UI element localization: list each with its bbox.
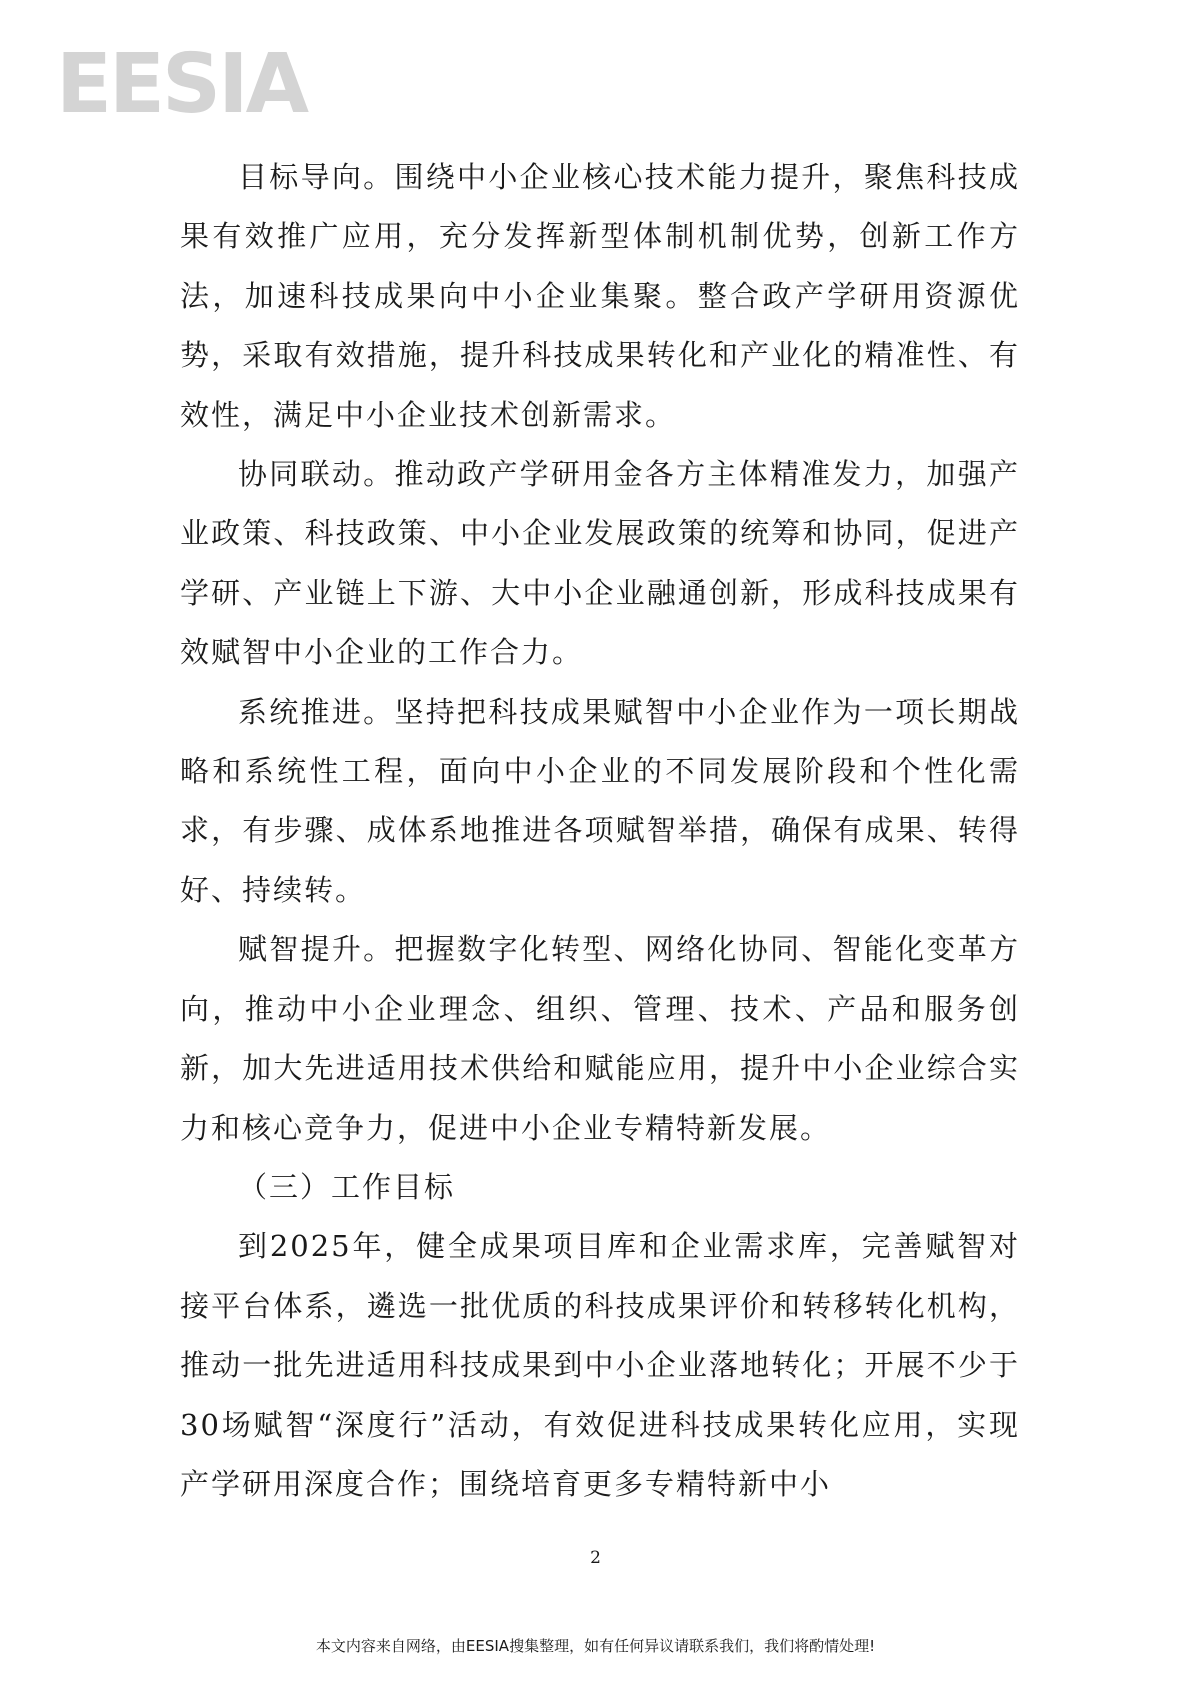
paragraph-systematic-advance: 系统推进。坚持把科技成果赋智中小企业作为一项长期战略和系统性工程，面向中小企业的不同发展阶段和个性化需求，有步骤、成体系地推进各项赋智举措，确保有成果、转得好、持续转。 xyxy=(180,694,1020,907)
paragraph-work-goals: 到2025年，健全成果项目库和企业需求库，完善赋智对接平台体系，遴选一批优质的科技成果评价和转移转化机构，推动一批先进适用科技成果到中小企业落地转化；开展不少于30场赋智“深度行”活动，有效促进科技成果转化应用，实现产学研用深度合作；围绕培育更多专精特新中小 xyxy=(180,1229,1020,1501)
paragraph-goal-orientation: 目标导向。围绕中小企业核心技术能力提升，聚焦科技成果有效推广应用，充分发挥新型体制机制优势，创新工作方法，加速科技成果向中小企业集聚。整合政产学研用资源优势，采取有效措施，提升科技成果转化和产业化的精准性、有效性，满足中小企业技术创新需求。 xyxy=(180,160,1020,432)
page-number: 2 xyxy=(590,1548,601,1568)
paragraph-empowerment-upgrade: 赋智提升。把握数字化转型、网络化协同、智能化变革方向，推动中小企业理念、组织、管理、技术、产品和服务创新，加大先进适用技术供给和赋能应用，提升中小企业综合实力和核心竞争力，促进中小企业专精特新发展。 xyxy=(180,932,1020,1145)
eesia-logo: EESIA xyxy=(56,37,307,132)
paragraph-collaborative-linkage: 协同联动。推动政产学研用金各方主体精准发力，加强产业政策、科技政策、中小企业发展政策的统筹和协同，促进产学研、产业链上下游、大中小企业融通创新，形成科技成果有效赋智中小企业的工作合力。 xyxy=(180,457,1020,670)
footer-disclaimer: 本文内容来自网络，由EESIA搜集整理，如有任何异议请联系我们，我们将酌情处理! xyxy=(315,1637,876,1655)
section-heading-work-goals: （三）工作目标 xyxy=(238,1169,456,1204)
document-body xyxy=(180,148,1020,1514)
